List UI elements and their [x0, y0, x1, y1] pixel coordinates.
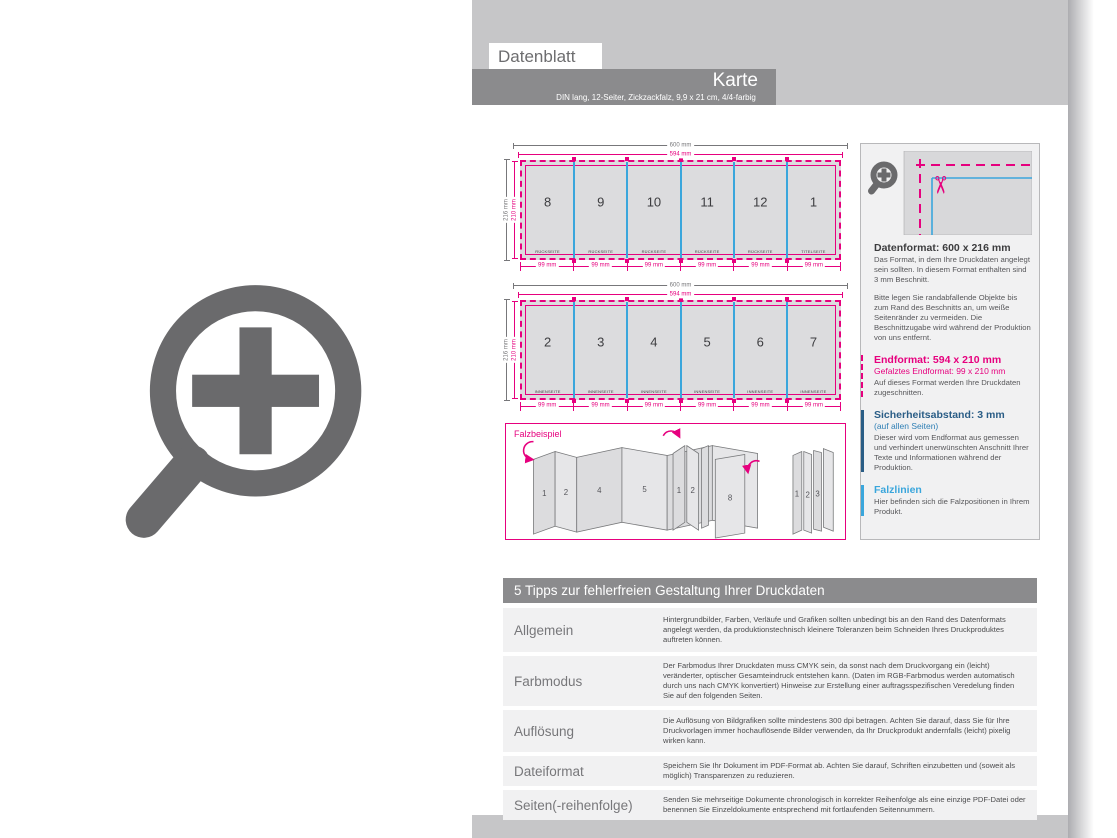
panel-side-label: INNENSEITE: [587, 389, 614, 394]
tips-row-label: Dateiformat: [514, 763, 584, 779]
panel-width-label: 99 mm: [644, 262, 663, 269]
section-heading: Datenformat: 600 x 216 mm: [874, 242, 1011, 254]
panel-number: 9: [597, 194, 605, 210]
page-subtitle: DIN lang, 12-Seiter, Zickzackfalz, 9,9 x 21 cm, 4/4-farbig: [556, 93, 756, 102]
dim-width-outer: 600 mm: [514, 285, 847, 286]
fold-page-number: 1: [676, 485, 682, 495]
panels: [522, 162, 839, 258]
tips-row: [503, 656, 1037, 706]
panel-width-label: 99 mm: [751, 402, 770, 409]
dim-height-inner: 210 mm: [514, 162, 515, 258]
panel: [682, 162, 735, 258]
panels: [522, 302, 839, 398]
panel: [575, 162, 628, 258]
panel: [522, 162, 575, 258]
panel-width-dims: [520, 402, 841, 411]
section-text: Hier befinden sich die Falzpositionen in Ihrem Produkt.: [874, 496, 1030, 516]
panel-width-label: 99 mm: [644, 402, 663, 409]
flat-diagram-outside: [503, 142, 841, 269]
panel-side-label: RÜCKSEITE: [747, 249, 773, 254]
panel-width-dim: [627, 402, 680, 411]
panel-width-dim: [680, 402, 733, 411]
falzbeispiel-label: Falzbeispiel: [514, 429, 562, 439]
panel-number: 8: [543, 194, 552, 210]
panel-width-dim: [520, 262, 573, 271]
dim-width-outer: 600 mm: [514, 145, 847, 146]
section-text: Das Format, in dem Ihre Druckdaten angelegt sein sollten. In diesem Format enthalten sind 3 mm Beschnitt.: [874, 255, 1030, 285]
panel-width-dim: [573, 262, 626, 271]
tips-table: [503, 608, 1037, 824]
panel-side-label: INNENSEITE: [640, 389, 667, 394]
info-section: [874, 409, 1031, 473]
fold-page-number: 5: [642, 484, 647, 494]
tips-row-text: Der Farbmodus Ihrer Druckdaten muss CMYK sein, da sonst nach dem Druckvorgang ein (leicht) veränderter, optischer Gesamteindruck entstehen kann. (Daten im RGB-Farbmodus werden automatisch durch uns nach CMYK konvertiert) Hinweise zur Erstellung einer auftragsspezifischen Veredelung finden Sie auf den folgenden Seiten.: [663, 661, 1015, 701]
panel: [735, 162, 788, 258]
tips-header: 5 Tipps zur fehlerfreien Gestaltung Ihrer Druckdaten: [503, 578, 1037, 603]
section-marker: [861, 410, 864, 472]
panel-width-dim: [520, 402, 573, 411]
panel-side-label: INNENSEITE: [800, 389, 827, 394]
section-marker: [861, 355, 863, 397]
panel-width-label: 99 mm: [697, 402, 717, 409]
panel: [735, 302, 788, 398]
panel-width-label: 99 mm: [751, 262, 770, 269]
panel-number: 2: [543, 334, 552, 350]
fold-page-number: 1: [794, 489, 800, 499]
panel-number: 10: [646, 194, 662, 210]
panel-width-dim: [787, 402, 841, 411]
tips-row-label: Auflösung: [514, 723, 575, 739]
section-heading: Endformat: 594 x 210 mm: [874, 354, 1002, 367]
tips-row-text: Senden Sie mehrseitige Dokumente chronologisch in korrekter Reihenfolge als eine einzige PDF-Datei oder benennen Sie Einzeldokumente entsprechend mit fortlaufenden Seitennummern.: [663, 795, 1026, 815]
tips-row-text: Speichern Sie Ihr Dokument im PDF-Format ab. Achten Sie darauf, Schriften einzubetten und (soweit als möglich) Transparenzen zu reduzieren.: [663, 761, 1016, 781]
section-text: Dieser wird vom Endformat aus gemessen und verhindert unerwünschten Anschnitt Ihrer Texte und Informationen während der Produktion.: [874, 432, 1029, 472]
tips-row: [503, 608, 1037, 652]
panel: [788, 302, 839, 398]
panel-side-label: INNENSEITE: [694, 389, 721, 394]
fold-page-number: 2: [805, 490, 810, 500]
panel-width-dim: [733, 402, 786, 411]
tips-row-label: Allgemein: [514, 622, 574, 638]
tips-row-text: Hintergrundbilder, Farben, Verläufe und Grafiken sollten unbedingt bis an den Rand des Datenformats angelegt werden, da produktionstechnisch kleinere Toleranzen beim Schneiden Ihres Druckproduktes auftreten können.: [663, 614, 1006, 644]
zoom-plus-icon: [118, 272, 368, 564]
info-section: [874, 354, 1031, 398]
panel-number: 11: [700, 194, 714, 210]
scissors-icon: ✂: [926, 175, 953, 196]
info-section: [874, 484, 1031, 517]
dim-width-inner: 594 mm: [519, 154, 842, 155]
fold-page-number: 2: [563, 487, 569, 497]
info-section: [874, 242, 1031, 343]
panel: [682, 302, 735, 398]
panel-side-label: INNENSEITE: [534, 389, 561, 394]
panel: [788, 162, 839, 258]
panel-width-label: 99 mm: [537, 262, 557, 269]
dim-height-inner: 210 mm: [514, 302, 515, 398]
panel-side-label: RÜCKSEITE: [641, 249, 667, 254]
panel-side-label: INNENSEITE: [747, 389, 774, 394]
section-subheading: (auf allen Seiten): [874, 420, 939, 431]
panel: [522, 302, 575, 398]
panel-width-label: 99 mm: [591, 402, 610, 409]
panel-side-label: TITELSEITE: [801, 249, 826, 254]
panel-width-label: 99 mm: [697, 262, 717, 269]
dim-height-outer: 216 mm: [506, 160, 507, 260]
panel-width-dim: [787, 262, 841, 271]
flat-diagram-inside: [503, 282, 841, 409]
tips-row: [503, 790, 1037, 820]
section-text: Auf dieses Format werden Ihre Druckdaten zugeschnitten.: [874, 377, 1021, 397]
panel-number: 4: [650, 334, 658, 350]
fold-page-number: 8: [727, 493, 733, 503]
panel-number: 12: [753, 194, 768, 210]
info-sections: [874, 242, 1031, 528]
dim-width-inner: 594 mm: [519, 294, 842, 295]
section-heading: Sicherheitsabstand: 3 mm: [874, 408, 1005, 421]
dim-height-outer: 216 mm: [506, 300, 507, 400]
fold-page-number: 3: [815, 489, 820, 499]
zoom-plus-icon-small: [872, 165, 895, 192]
panel-width-dim: [733, 262, 786, 271]
fold-page-number: 2: [690, 485, 695, 495]
bleed-detail-diagram: [868, 151, 1032, 235]
panel-number: 6: [756, 334, 764, 350]
section-heading: Falzlinien: [874, 483, 922, 496]
panel-number: 5: [703, 334, 711, 350]
panel: [575, 302, 628, 398]
panel-number: 1: [809, 194, 818, 210]
panel-number: 7: [809, 334, 818, 350]
section-marker: [861, 485, 864, 516]
page-edge-shadow: [1068, 0, 1094, 838]
panel-side-label: RÜCKSEITE: [588, 249, 614, 254]
panel-width-label: 99 mm: [804, 402, 823, 409]
section-text: Bitte legen Sie randabfallende Objekte bis zum Rand des Beschnitts an, um weiße Seitenränder zu vermeiden. Die Beschnittzugabe wird während der Produktion von uns entfernt.: [874, 293, 1031, 343]
datenblatt-tab: Datenblatt: [489, 43, 602, 70]
tips-row: [503, 756, 1037, 786]
panel-width-label: 99 mm: [591, 262, 610, 269]
panel-width-dim: [627, 262, 680, 271]
panel: [628, 162, 681, 258]
panel: [628, 302, 681, 398]
tips-row-label: Farbmodus: [514, 673, 583, 689]
fold-page-number: 4: [597, 485, 602, 495]
tips-row: [503, 710, 1037, 752]
falzbeispiel-box: [505, 423, 846, 540]
tips-row-label: Seiten(-reihenfolge): [514, 797, 633, 813]
panel-width-label: 99 mm: [537, 402, 557, 409]
fold-example-illustration: [506, 424, 845, 539]
panel-number: 3: [597, 334, 605, 350]
panel-width-dim: [680, 262, 733, 271]
panel-side-label: RÜCKSEITE: [535, 249, 560, 254]
tips-row-text: Die Auflösung von Bildgrafiken sollte mindestens 300 dpi betragen. Achten Sie darauf, dass Sie für Ihre Druckvorlagen immer hochauflösende Bilder verwenden, da Ihr Druckprodukt andernfalls (leicht) pixelig wirken kann.: [663, 716, 1011, 746]
panel-width-dim: [573, 402, 626, 411]
section-subheading: Gefalztes Endformat: 99 x 210 mm: [874, 366, 1006, 377]
panel-side-label: RÜCKSEITE: [694, 249, 720, 254]
info-box: [860, 143, 1040, 540]
panel-width-label: 99 mm: [804, 262, 823, 269]
fold-page-number: 1: [542, 488, 547, 498]
title-band: [472, 69, 776, 105]
page-title: Karte: [712, 70, 758, 91]
panel-width-dims: [520, 262, 841, 271]
